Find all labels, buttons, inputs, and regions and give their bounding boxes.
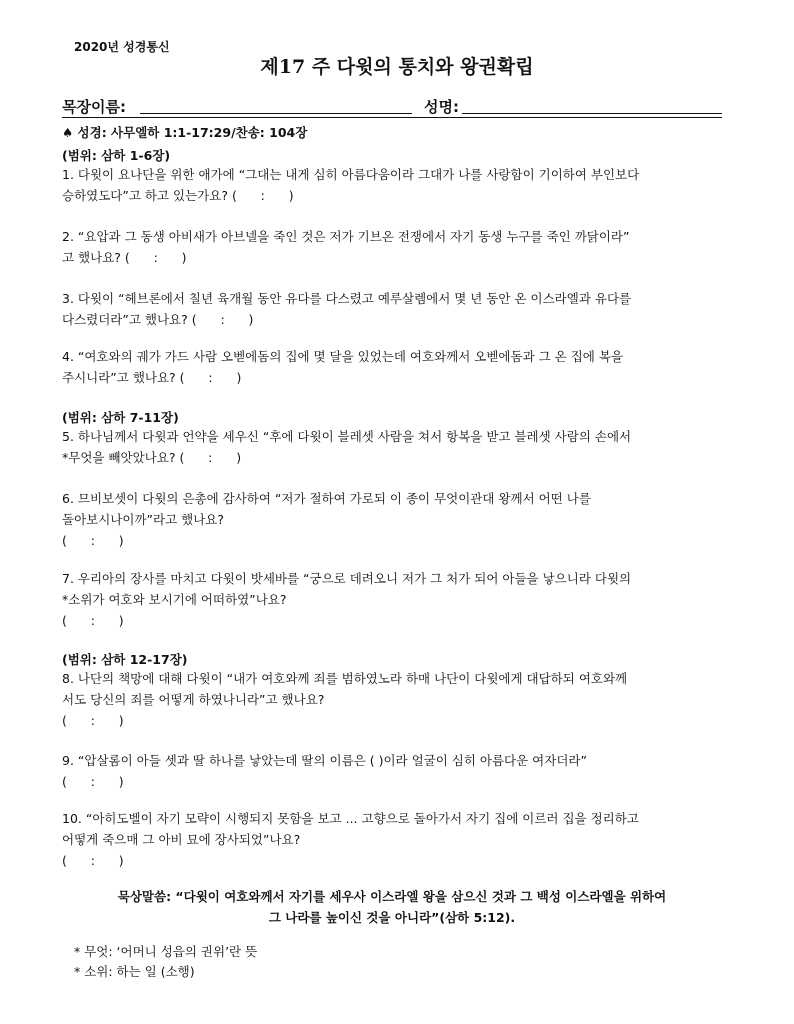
question-text: *무엇을 빼앗았나요? [62,450,176,465]
chapter-verse-blank[interactable]: ( : ) [62,533,124,548]
bible-reading-line: ♠ 성경: 사무엘하 1:1-17:29/찬송: 104장 [62,125,308,140]
answer-row [62,367,722,388]
question-2 [62,226,722,268]
chapter-verse-blank[interactable]: ( : ) [62,774,124,789]
chapter-verse-blank[interactable]: ( : ) [231,188,294,203]
chapter-verse-blank[interactable]: ( : ) [191,312,254,327]
question-text: 9. “압살롬이 아들 셋과 딸 하나를 낳았는데 딸의 이름은 ( )이라 얼굴이 심히 아름다운 여자더라” [62,753,587,768]
memory-verse-line: 묵상말씀: “다윗이 여호와께서 자기를 세우사 이스라엘 왕을 삼으신 것과 그 백성 이스라엘을 위하여 [117,889,667,904]
footnote: * 소위: 하는 일 (소행) [74,964,195,979]
question-10 [62,808,722,871]
top-label: 2020년 성경통신 [74,40,170,54]
answer-row [62,309,722,330]
question-text: 서도 당신의 죄를 어떻게 하였나니라”고 했나요? [62,692,325,707]
range-label: (범위: 삼하 12-17장) [62,652,188,667]
question-text: 5. 하나님께서 다윗과 언약을 세우신 “후에 다윗이 블레셋 사람을 쳐서 항복을 받고 블레셋 사람의 손에서 [62,429,632,444]
answer-row [62,530,722,551]
answer-row [62,185,722,206]
question-text: 돌아보시나이까”라고 했나요? [62,512,224,527]
answer-row [62,710,722,731]
question-text: 주시니라”고 했나요? [62,370,176,385]
question-text: 고 했나요? [62,250,121,265]
question-3 [62,288,722,330]
question-text: 8. 나단의 책망에 대해 다윗이 “내가 여호와께 죄를 범하였노라 하매 나단이 다윗에게 대답하되 여호와께 [62,671,628,686]
question-text: 10. “아히도벨이 자기 모략이 시행되지 못함을 보고 ... 고향으로 돌아가서 자기 집에 이르러 집을 정리하고 [62,811,639,826]
answer-row [62,850,722,871]
question-text: *소위가 여호와 보시기에 어떠하였”나요? [62,592,287,607]
answer-row [62,447,722,468]
question-1 [62,164,722,206]
footnote: * 무엇: ‘어머니 성읍의 권위’란 뜻 [74,944,258,959]
chapter-verse-blank[interactable]: ( : ) [179,370,242,385]
parish-label: 목장이름: [62,98,126,116]
chapter-verse-blank[interactable]: ( : ) [179,450,242,465]
question-text: 3. 다윗이 “헤브론에서 칠년 육개월 동안 유다를 다스렸고 예루살렘에서 몇 년 동안 온 이스라엘과 유다를 [62,291,632,306]
name-field[interactable] [462,112,722,114]
range-label: (범위: 삼하 1-6장) [62,148,171,163]
question-text: 어떻게 죽으매 그 아비 묘에 장사되었”나요? [62,832,301,847]
question-text: 7. 우리아의 장사를 마치고 다윗이 밧세바를 “궁으로 데려오니 저가 그 처가 되어 아들을 낳으니라 다윗의 [62,571,632,586]
question-9 [62,750,722,792]
chapter-verse-blank[interactable]: ( : ) [62,853,124,868]
parish-field[interactable] [140,112,412,114]
question-8 [62,668,722,731]
answer-row [62,771,722,792]
chapter-verse-blank[interactable]: ( : ) [62,613,124,628]
question-text: 2. “요압과 그 동생 아비새가 아브넬을 죽인 것은 저가 기브온 전쟁에서 자기 동생 누구를 죽인 까닭이라” [62,229,630,244]
question-text: 6. 므비보셋이 다윗의 은총에 감사하여 “저가 절하여 가로되 이 종이 무엇이관대 왕께서 어떤 나를 [62,491,591,506]
question-4 [62,346,722,388]
answer-row [62,610,722,631]
question-text: 1. 다윗이 요나단을 위한 애가에 “그대는 내게 심히 아름다움이라 그대가 나를 사랑함이 기이하여 부인보다 [62,167,640,182]
chapter-verse-blank[interactable]: ( : ) [124,250,187,265]
question-7 [62,568,722,631]
question-text: 4. “여호와의 궤가 가드 사람 오벧에돔의 집에 몇 달을 있었는데 여호와께서 오벧에돔과 그 온 집에 복을 [62,349,624,364]
divider [62,116,722,118]
name-label: 성명: [424,98,459,116]
memory-verse [62,886,722,928]
memory-verse-line: 그 나라를 높이신 것을 아니라”(삼하 5:12). [268,910,516,925]
answer-row [62,247,722,268]
question-5 [62,426,722,468]
page-title: 제17 주 다윗의 통치와 왕권확립 [260,56,534,78]
question-text: 다스렸더라”고 했나요? [62,312,188,327]
chapter-verse-blank[interactable]: ( : ) [62,713,124,728]
range-label: (범위: 삼하 7-11장) [62,410,179,425]
question-text: 승하였도다”고 하고 있는가요? [62,188,228,203]
name-row [62,92,722,118]
question-6 [62,488,722,551]
